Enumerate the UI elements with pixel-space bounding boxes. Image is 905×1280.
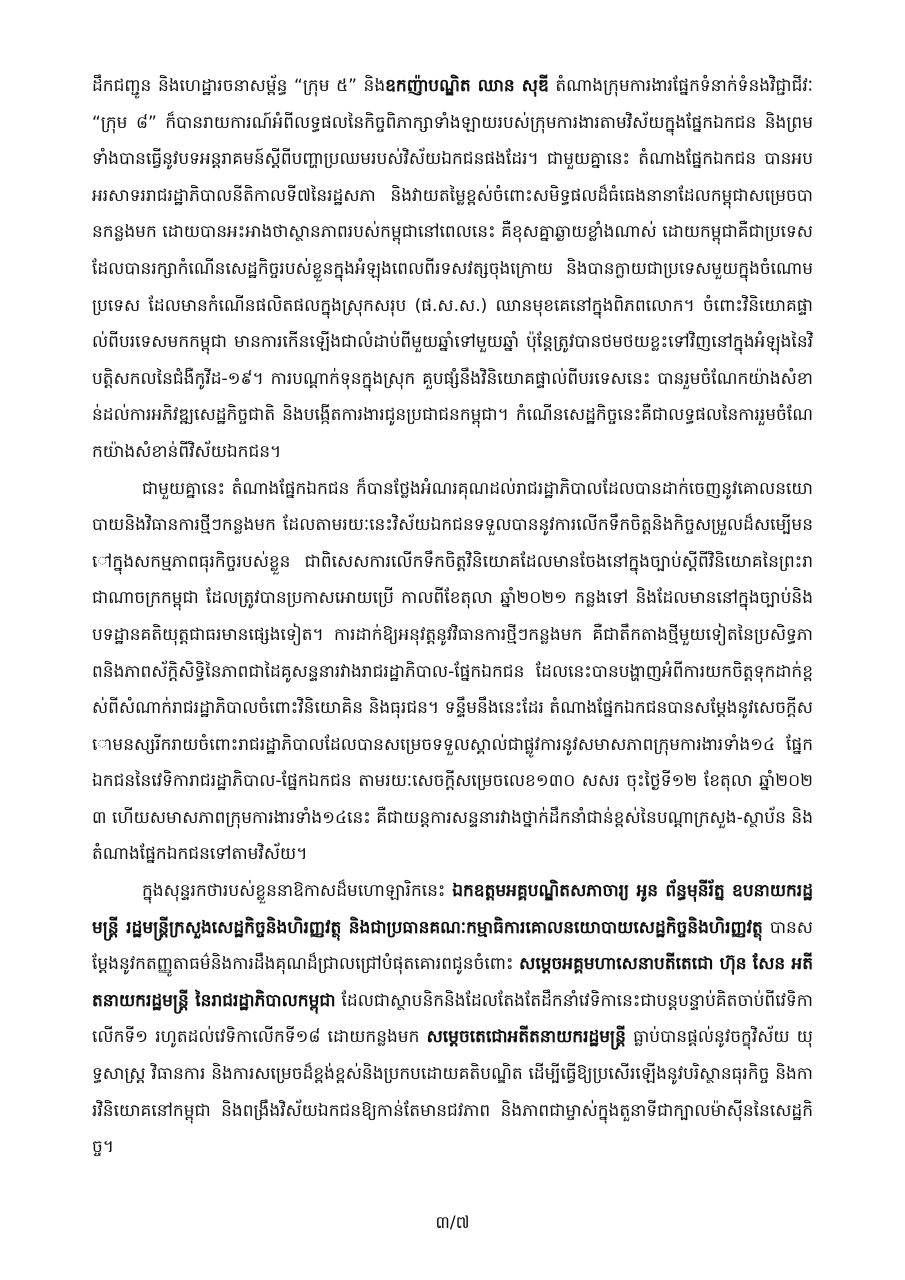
text-run: ដឹកជញ្ជូន និងហេដ្ឋារចនាសម្ព័ន្ធ “ក្រុម ៥” និង — [92, 76, 386, 96]
bold-text: ឧកញ៉ាបណ្ឌិត ឈាន សុឌី — [385, 76, 549, 96]
text-run: ក្នុងសុន្ទរកថារបស់ខ្លួននាឱកាសដ៏មហោឡារិកនេះ — [142, 881, 453, 902]
paragraph-1 — [92, 68, 813, 471]
text-run: ដែលជាស្ថាបនិកនិងដែលតែងតែដឹកនាំវេទិកានេះជាបន្តបន្ទាប់គិតចាប់ពីវេទិកាលើកទី១ រហូតដល់វេទិកាលើកទី១៨ ដោយកន្លងមក — [92, 990, 813, 1048]
text-run: ជាមួយគ្នានេះ តំណាងផ្នែកឯកជន ក៏បានថ្លែងអំណរគុណដល់រាជរដ្ឋាភិបាលដែលបានដាក់ចេញនូវគោលនយោបាយនិងវិធានការថ្មីៗកន្លងមក ដែលតាមរយៈនេះវិស័យឯកជនទទួលបាននូវការលើកទឹកចិត្តនិងកិច្ចសម្រួលដ៏សម្បើមនៅក្នុងសកម្មភាពធុរកិច្ចរបស់ខ្លួន ជាពិសេសការលើកទឹកចិត្តវិនិយោគដែលមានចែងនៅក្នុងច្បាប់ស្ដីពីវិនិយោគនៃព្រះរាជាណាចក្រកម្ពុជា ដែលត្រូវបានប្រកាសអោយប្រើ កាលពីខែតុលា ឆ្នាំ២០២១ កន្លងទៅ និងដែលមាននៅក្នុងច្បាប់និងបទដ្ឋានគតិយុត្តជាធរមានផ្សេងទៀត។ ការដាក់ឱ្យអនុវត្តនូវវិធានការថ្មីៗកន្លងមក គឺជាតឹកតាងថ្មីមួយទៀតនៃប្រសិទ្ធភាពនិងភាពស័ក្តិសិទ្ធិនៃភាពជាដៃគូសន្ទនារវាងរាជរដ្ឋាភិបាល-ផ្នែកឯកជន ដែលនេះបានបង្ហាញអំពីការយកចិត្តទុកដាក់ខ្ពស់ពីសំណាក់រាជរដ្ឋាភិបាលចំពោះវិនិយោគិន និងធុរជន។ ទន្ទឹមនឹងនេះដែរ តំណាងផ្នែកឯកជនបានសម្ដែងនូវសេចក្ដីសោមនស្សរីករាយចំពោះរាជរដ្ឋាភិបាលដែលបានសម្រេចទទួលស្គាល់ជាផ្លូវការនូវសមាសភាពក្រុមការងារទាំង១៤ ផ្នែកឯកជននៃវេទិការាជរដ្ឋាភិបាល-ផ្នែកឯកជន តាមរយៈសេចក្ដីសម្រេចលេខ១៣០ សសរ ចុះថ្ងៃទី១២ ខែតុលា ឆ្នាំ២០២៣ ហើយសមាសភាពក្រុមការងារទាំង១៤នេះ គឺជាយន្តការសន្ទនារវាងថ្នាក់ដឹកនាំជាន់ខ្ពស់នៃបណ្ដាក្រសួង-ស្ថាប័ន និងតំណាងផ្នែកឯកជនទៅតាមវិស័យ។ — [92, 478, 813, 865]
bold-text: ឯកឧត្តមអគ្គបណ្ឌិតសភាចារ្យ អូន ព័ន្ធមុនីរ័ត្ន ឧបនាយករដ្ឋមន្ត្រី រដ្ឋមន្ត្រីក្រសួងសេដ្ឋកិច្ចនិងហិរញ្ញវត្ថុ និងជាប្រធានគណៈកម្មាធិការគោលនយោបាយសេដ្ឋកិច្ចនិងហិរញ្ញវត្ថុ — [92, 881, 813, 938]
body-text — [92, 68, 813, 1166]
text-run: បានសម្ដែងនូវកតញ្ញូតាធម៌និងការដឹងគុណដ៏ជ្រាលជ្រៅបំផុតគោរពជូនចំពោះ — [92, 917, 813, 975]
page-number: ៣/៧ — [435, 1213, 470, 1233]
text-run: ធ្លាប់បានផ្ដល់នូវចក្ខុវិស័យ យុទ្ធសាស្ត្រ វិធានការ និងការសម្រេចដ៏ខ្ពង់ខ្ពស់និងប្រកបដោយគតិបណ្ឌិត ដើម្បីធ្វើឱ្យប្រសើរឡើងនូវបរិស្ថានធុរកិច្ច និងការវិនិយោគនៅកម្ពុជា និងពង្រឹងវិស័យឯកជនឱ្យកាន់តែមានជវភាព និងភាពជាម្ចាស់ក្នុងតួនាទីជាក្បាលម៉ាស៊ីននៃសេដ្ឋកិច្ច។ — [92, 1027, 813, 1158]
text-run: តំណាងក្រុមការងារផ្នែកទំនាក់ទំនងវិជ្ជាជីវៈ “ក្រុម ៨” ក៏បានរាយការណ៍អំពីលទ្ធផលនៃកិច្ចពិភាក្សាទាំងឡាយរបស់ក្រុមការងារតាមវិស័យក្នុងផ្នែកឯកជន និងព្រមទាំងបានធ្វើនូវបទអន្តរាគមន៍ស្ដីពីបញ្ហាប្រឈមរបស់វិស័យឯកជនផងដែរ។ ជាមួយគ្នានេះ តំណាងផ្នែកឯកជន បានអបអរសាទររាជរដ្ឋាភិបាលនីតិកាលទី៧នៃរដ្ឋសភា និងវាយតម្លៃខ្ពស់ចំពោះសមិទ្ធផលដ៏ធំធេងនានាដែលកម្ពុជាសម្រេចបានកន្លងមក ដោយបានអះអាងថាស្ថានភាពរបស់កម្ពុជានៅពេលនេះ គឺខុសគ្នាឆ្ងាយខ្លាំងណាស់ ដោយកម្ពុជាគឺជាប្រទេសដែលបានរក្សាកំណើនសេដ្ឋកិច្ចរបស់ខ្លួនក្នុងអំឡុងពេលពីរទសវត្សចុងក្រោយ និងបានក្លាយជាប្រទេសមួយក្នុងចំណោមប្រទេស ដែលមានកំណើនផលិតផលក្នុងស្រុកសរុប (ផ.ស.ស.) ឈានមុខគេនៅក្នុងពិភពលោក។ ចំពោះវិនិយោគផ្ទាល់ពីបរទេសមកកម្ពុជា មានការកើនឡើងជាលំដាប់ពីមួយឆ្នាំទៅមួយឆ្នាំ ប៉ុន្តែត្រូវបានថមថយខ្លះទៅវិញនៅក្នុងអំឡុងនៃវិបត្តិសកលនៃជំងឺកូវីដ-១៩។ ការបណ្ដាក់ទុនក្នុងស្រុក គួបផ្សំនឹងវិនិយោគផ្ទាល់ពីបរទេសនេះ បានរួមចំណែកយ៉ាងសំខាន់ដល់ការអភិវឌ្ឍសេដ្ឋកិច្ចជាតិ និងបង្កើតការងារជូនប្រជាជនកម្ពុជា។ កំណើនសេដ្ឋកិច្ចនេះគឺជាលទ្ធផលនៃការរួមចំណែកយ៉ាងសំខាន់ពីវិស័យឯកជន។ — [92, 76, 813, 462]
paragraph-2 — [92, 471, 813, 874]
bold-text: សម្ដេចតេជោអតីតនាយករដ្ឋមន្ត្រី — [426, 1027, 626, 1048]
paragraph-3 — [92, 873, 813, 1166]
bold-text: សម្ដេចអគ្គមហាសេនាបតីតេជោ ហ៊ុន សែន អតីតនាយករដ្ឋមន្ត្រី នៃរាជរដ្ឋាភិបាលកម្ពុជា — [92, 954, 813, 1011]
